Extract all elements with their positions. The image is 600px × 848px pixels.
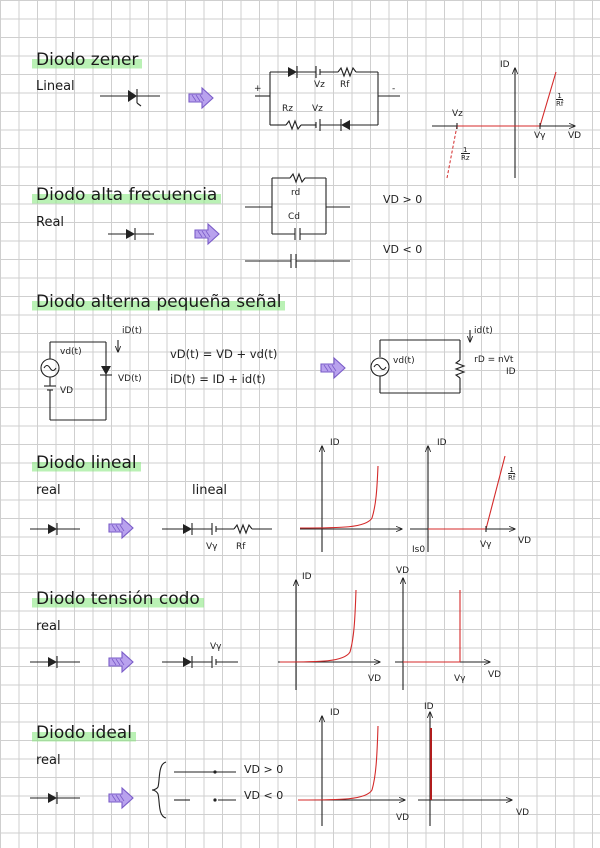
section-title-zener: Diodo zener	[32, 50, 142, 70]
id-t-label: iD(t)	[122, 326, 142, 336]
graph-axis-id-2: ID	[437, 438, 447, 448]
ideal-real-diode	[30, 792, 80, 804]
graph-tick-vy: Vγ	[534, 131, 546, 141]
graph-axis-id: ID	[500, 60, 510, 70]
graph-axis-id: ID	[330, 438, 340, 448]
cond-vd-negative: VD < 0	[383, 243, 423, 256]
lineal-graph-model	[410, 446, 515, 552]
cond-vd-negative: VD < 0	[244, 789, 284, 802]
vd-t-label-right: vd(t)	[393, 356, 415, 366]
rf-label: Rf	[340, 80, 350, 90]
zener-circuit	[255, 66, 400, 131]
graph-axis-id: ID	[330, 708, 340, 718]
transform-arrow-icon	[186, 86, 216, 110]
vz-label-2: Vz	[312, 104, 323, 114]
ideal-switch-model	[152, 762, 236, 818]
vd-t-label-2: VD(t)	[118, 374, 142, 384]
graph-axis-id: ID	[302, 572, 312, 582]
vd-t-label: vd(t)	[60, 347, 82, 357]
graph-axis-id-2: ID	[424, 702, 434, 712]
cond-vd-positive: VD > 0	[244, 763, 284, 776]
rf-label: Rf	[236, 542, 246, 552]
section-title-ideal: Diodo ideal	[32, 723, 136, 743]
graph-axis-vd-3: VD	[488, 670, 502, 680]
ideal-graph-model	[418, 712, 512, 826]
section-title-alta: Diodo alta frecuencia	[32, 185, 221, 205]
codo-real-diode	[30, 656, 80, 668]
section-sub-lineal-real: real	[36, 483, 61, 498]
section-sub-lineal-model: lineal	[192, 483, 228, 498]
section-sub-ideal: real	[36, 753, 61, 768]
codo-model-circuit	[162, 656, 238, 668]
vy-label: Vγ	[210, 642, 222, 652]
section-sub-alta: Real	[36, 215, 65, 230]
plus-label: +	[254, 84, 262, 94]
section-sub-codo: real	[36, 619, 61, 634]
zener-symbol	[100, 89, 160, 106]
section-title-alterna: Diodo alterna pequeña señal	[32, 292, 285, 312]
codo-graph-real	[278, 580, 380, 690]
rd-label: rd	[291, 188, 301, 198]
slope-rz: 1 Rz	[461, 146, 470, 162]
transform-arrow-icon	[318, 356, 348, 380]
section-title-lineal: Diodo lineal	[32, 453, 141, 473]
lineal-graph-real	[300, 446, 402, 552]
graph-tick-vy: Vγ	[480, 540, 492, 550]
section-sub-zener: Lineal	[36, 79, 75, 94]
ideal-graph-real	[298, 716, 405, 826]
graph-axis-vd-2: VD	[516, 808, 530, 818]
graph-axis-vd: VD	[368, 674, 382, 684]
alta-diode	[108, 228, 154, 240]
cond-vd-positive: VD > 0	[383, 193, 423, 206]
zener-graph	[432, 68, 575, 178]
lineal-real-diode	[30, 523, 80, 535]
rd-formula: rD = nVt ID	[474, 355, 516, 377]
alterna-circuit-right	[371, 330, 470, 393]
vo-label: VD	[60, 386, 74, 396]
graph-tick-vz: Vz	[452, 109, 463, 119]
vz-label: Vz	[314, 80, 325, 90]
transform-arrow-icon	[106, 650, 136, 674]
graph-tick-is0: Is0	[412, 545, 426, 555]
graph-axis-vd: VD	[568, 131, 582, 141]
minus-label: -	[392, 84, 396, 94]
section-title-codo: Diodo tensión codo	[32, 589, 204, 609]
vy-label: Vγ	[206, 542, 218, 552]
graph-tick-vy: Vγ	[454, 674, 466, 684]
graph-axis-vd: VD	[518, 536, 532, 546]
equation-current: iD(t) = ID + id(t)	[170, 372, 266, 386]
transform-arrow-icon	[192, 222, 222, 246]
lineal-model-circuit	[162, 523, 272, 535]
transform-arrow-icon	[106, 786, 136, 810]
graph-axis-vd-2: VD	[396, 566, 410, 576]
slope-rf: 1 Rf	[508, 466, 516, 482]
id-t-label-right: id(t)	[474, 326, 493, 336]
transform-arrow-icon	[106, 516, 136, 540]
slope-rf: 1 Rf	[556, 92, 564, 108]
graph-axis-vd: VD	[396, 813, 410, 823]
cd-label: Cd	[288, 212, 300, 222]
rz-label: Rz	[282, 104, 293, 114]
equation-voltage: vD(t) = VD + vd(t)	[170, 347, 278, 361]
codo-graph-model	[395, 578, 490, 690]
